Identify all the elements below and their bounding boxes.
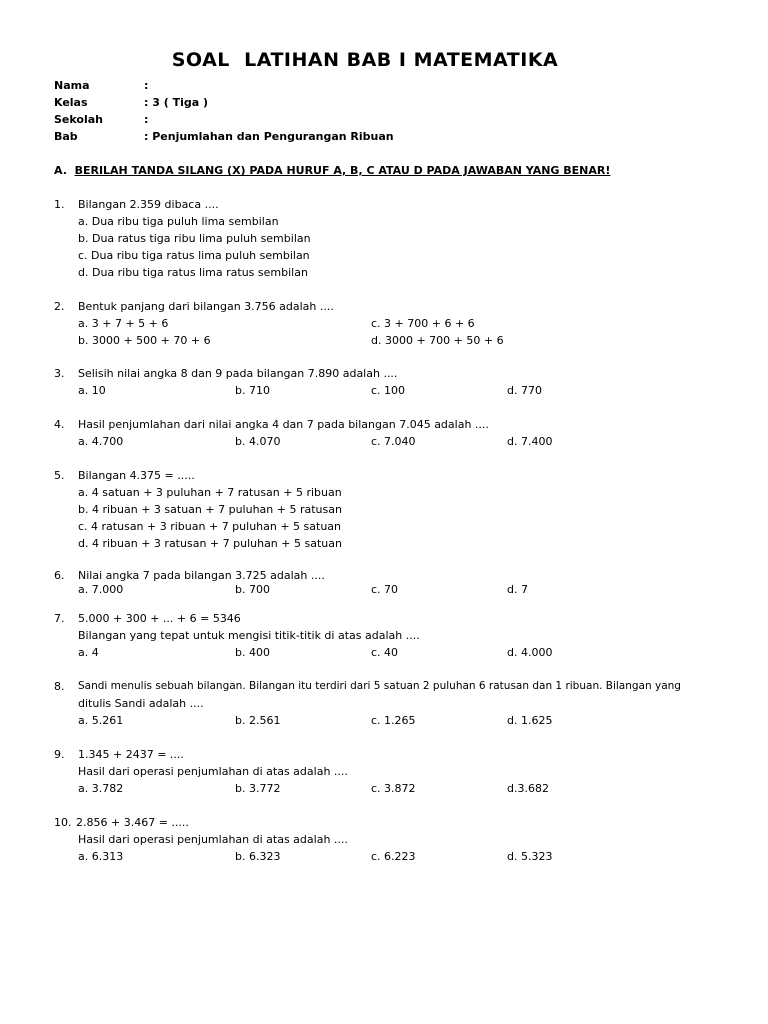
question-9-option-d: d.3.682	[507, 782, 549, 795]
question-1-number: 1.	[54, 198, 65, 211]
question-5-option-b: b. 4 ribuan + 3 satuan + 7 puluhan + 5 ratusan	[78, 503, 342, 516]
question-6-text: Nilai angka 7 pada bilangan 3.725 adalah ....	[78, 569, 325, 582]
page-title: SOAL LATIHAN BAB I MATEMATIKA	[171, 49, 559, 71]
question-9-number: 9.	[54, 748, 65, 761]
question-6-number: 6.	[54, 569, 65, 582]
question-6-option-a: a. 7.000	[78, 583, 124, 596]
question-8-number: 8.	[54, 680, 65, 693]
question-5-option-c: c. 4 ratusan + 3 ribuan + 7 puluhan + 5 satuan	[78, 520, 342, 533]
question-2-option-b: b. 3000 + 500 + 70 + 6	[78, 334, 211, 347]
identity-label-sekolah: Sekolah	[54, 113, 103, 126]
identity-value-nama: :	[144, 79, 149, 92]
question-2-number: 2.	[54, 300, 65, 313]
question-6-option-b: b. 700	[235, 583, 270, 596]
question-2-option-c: c. 3 + 700 + 6 + 6	[371, 317, 475, 330]
question-1-option-b: b. Dua ratus tiga ribu lima puluh sembilan	[78, 232, 311, 245]
question-9-text: 1.345 + 2437 = ....	[78, 748, 184, 761]
question-3-option-c: c. 100	[371, 384, 406, 397]
identity-label-nama: Nama	[54, 79, 90, 92]
question-10-option-a: a. 6.313	[78, 850, 124, 863]
question-5-option-a: a. 4 satuan + 3 puluhan + 7 ratusan + 5 ribuan	[78, 486, 342, 499]
section-instruction	[54, 162, 610, 179]
question-10-text-line-2: Hasil dari operasi penjumlahan di atas adalah ....	[78, 833, 348, 846]
question-7-number: 7.	[54, 612, 65, 625]
question-10-option-d: d. 5.323	[507, 850, 553, 863]
question-8-option-b: b. 2.561	[235, 714, 281, 727]
question-10-option-c: c. 6.223	[371, 850, 416, 863]
question-4-option-b: b. 4.070	[235, 435, 281, 448]
section-prefix: A.	[54, 164, 67, 177]
question-5-option-d: d. 4 ribuan + 3 ratusan + 7 puluhan + 5 satuan	[78, 537, 342, 550]
identity-value-sekolah: :	[144, 113, 149, 126]
question-2-option-a: a. 3 + 7 + 5 + 6	[78, 317, 169, 330]
question-10-text: 2.856 + 3.467 = .....	[76, 816, 189, 829]
question-8-option-d: d. 1.625	[507, 714, 553, 727]
question-9-option-a: a. 3.782	[78, 782, 124, 795]
question-7-option-d: d. 4.000	[507, 646, 553, 659]
question-1-text: Bilangan 2.359 dibaca ....	[78, 198, 219, 211]
question-7-option-b: b. 400	[235, 646, 270, 659]
question-4-text: Hasil penjumlahan dari nilai angka 4 dan 7 pada bilangan 7.045 adalah ....	[78, 418, 489, 431]
question-8-text-line-2: ditulis Sandi adalah ....	[78, 697, 204, 710]
question-1-option-c: c. Dua ribu tiga ratus lima puluh sembilan	[78, 249, 310, 262]
question-8-text: Sandi menulis sebuah bilangan. Bilangan itu terdiri dari 5 satuan 2 puluhan 6 ratusan dan 1 ribuan. Bilangan yang	[78, 680, 681, 692]
question-10-number: 10.	[54, 816, 72, 829]
question-3-text: Selisih nilai angka 8 dan 9 pada bilangan 7.890 adalah ....	[78, 367, 398, 380]
question-4-option-a: a. 4.700	[78, 435, 124, 448]
question-6-option-c: c. 70	[371, 583, 399, 596]
question-9-option-c: c. 3.872	[371, 782, 416, 795]
question-4-number: 4.	[54, 418, 65, 431]
question-6-option-d: d. 7	[507, 583, 528, 596]
question-3-number: 3.	[54, 367, 65, 380]
question-1-option-a: a. Dua ribu tiga puluh lima sembilan	[78, 215, 279, 228]
question-3-option-d: d. 770	[507, 384, 542, 397]
question-5-text: Bilangan 4.375 = .....	[78, 469, 195, 482]
question-5-number: 5.	[54, 469, 65, 482]
section-instruction-text: BERILAH TANDA SILANG (X) PADA HURUF A, B, C ATAU D PADA JAWABAN YANG BENAR!	[74, 164, 611, 177]
question-4-option-d: d. 7.400	[507, 435, 553, 448]
question-2-text: Bentuk panjang dari bilangan 3.756 adalah ....	[78, 300, 334, 313]
question-7-text-line-2: Bilangan yang tepat untuk mengisi titik-titik di atas adalah ....	[78, 629, 420, 642]
question-4-option-c: c. 7.040	[371, 435, 416, 448]
identity-label-bab: Bab	[54, 130, 78, 143]
question-8-option-c: c. 1.265	[371, 714, 416, 727]
question-7-option-c: c. 40	[371, 646, 399, 659]
question-8-option-a: a. 5.261	[78, 714, 124, 727]
question-2-option-d: d. 3000 + 700 + 50 + 6	[371, 334, 504, 347]
question-9-text-line-2: Hasil dari operasi penjumlahan di atas adalah ....	[78, 765, 348, 778]
question-3-option-b: b. 710	[235, 384, 270, 397]
identity-value-kelas: : 3 ( Tiga )	[144, 96, 208, 109]
question-10-option-b: b. 6.323	[235, 850, 281, 863]
question-7-option-a: a. 4	[78, 646, 99, 659]
question-3-option-a: a. 10	[78, 384, 106, 397]
identity-value-bab: : Penjumlahan dan Pengurangan Ribuan	[144, 130, 394, 143]
question-1-option-d: d. Dua ribu tiga ratus lima ratus sembilan	[78, 266, 308, 279]
question-9-option-b: b. 3.772	[235, 782, 281, 795]
identity-label-kelas: Kelas	[54, 96, 88, 109]
question-7-text: 5.000 + 300 + ... + 6 = 5346	[78, 612, 241, 625]
